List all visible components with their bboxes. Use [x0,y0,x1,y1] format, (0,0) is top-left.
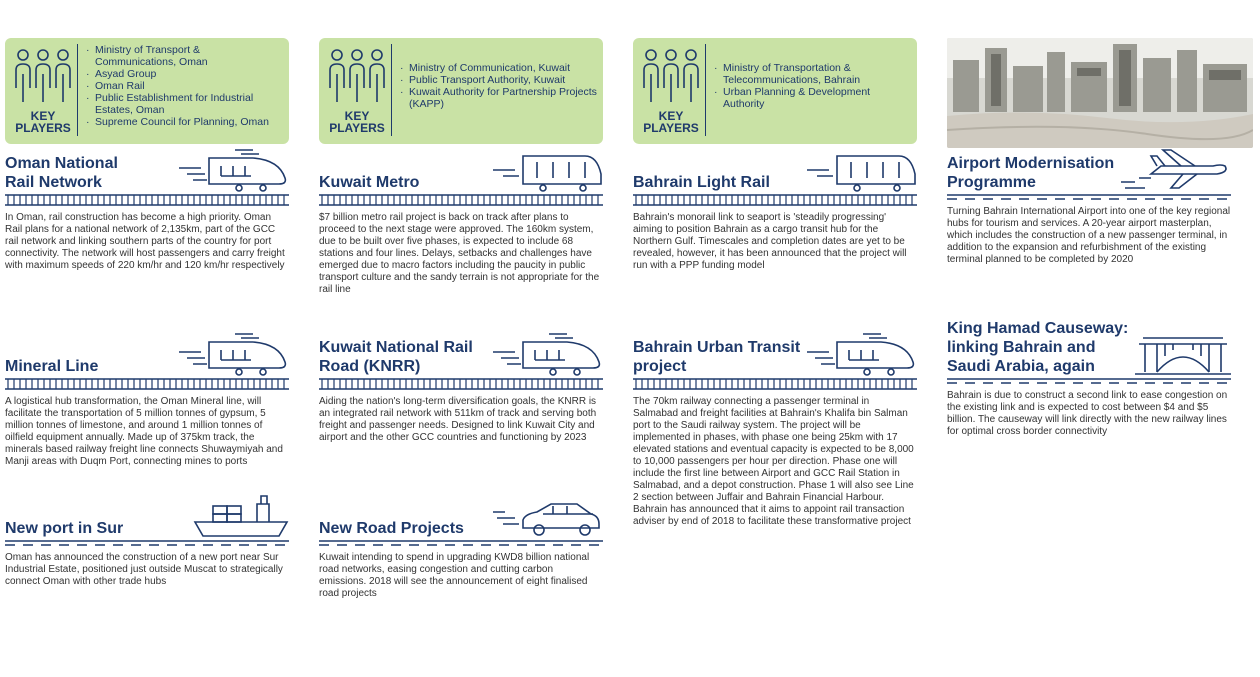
section-title: Bahrain Light Rail [633,174,770,191]
rail-track-icon [319,378,603,390]
road-line-icon [5,540,289,546]
road-line-icon [319,540,603,546]
rail-track-icon [5,194,289,206]
oman-rail-section [5,152,289,272]
bahrain-infrastructure-column [947,38,1253,437]
kuwait-key-players-box [319,38,603,144]
car-icon [493,498,603,538]
rail-track-icon [5,378,289,390]
rail-track-icon [319,194,603,206]
section-text: Aiding the nation's long-term diversification goals, the KNRR is an integrated rail network with 511km of track and serving both freight and passenger needs. Designed to link Kuwait City and airport and the other GCC countries and functioning by 2023 [319,396,597,443]
kuwait-column [319,38,603,599]
road-line-icon [947,378,1231,384]
bahrain-players-list [713,62,911,110]
list-item: · Public Transport Authority, Kuwait [399,74,597,86]
kuwait-players-list [399,62,597,110]
section-text: The 70km railway connecting a passenger terminal in Salmabad and freight facilities at Bahrain's Khalifa bin Salman port to the Saudi railway system. The project will be implemented in phases, with phase one being 25km with 17 elevated stations and eventual capacity is expected to be 8,000 to 10,000 passengers per hour per direction. Phase one will include the first line between Airport and GCC Rail Station in Salmabad, and a depot construction. Phase 1 will also see Line 2 section between Juffair and Bahrain Financial Harbour. Bahrain has announced that it aims to appoint rail transaction adviser by end of 2018 to facilitate these transformative project [633,396,914,527]
metro-train-icon [807,148,917,192]
people-icon [13,48,73,104]
list-item: · Public Establishment for Industrial Estates, Oman [85,92,283,116]
airport-section [947,152,1231,266]
key-players-label: KEY PLAYERS [329,109,385,135]
section-text: Bahrain's monorail link to seaport is 'steadily progressing' aiming to position Bahrain as a cargo transit hub for the Northern Gulf. Timescales and completion dates are yet to be revealed, however, it has been announced that the project will run with a PPP funding model [633,212,907,271]
ship-icon [189,494,289,538]
section-title: Oman National Rail Network [5,155,118,191]
section-text: Turning Bahrain International Airport into one of the key regional hubs for tourism and services. A 20-year airport masterplan, which includes the construction of a new passenger terminal, in addition to the expansion and refurbishment of the existing terminal planned to be completed by 2020 [947,206,1231,265]
train-icon [179,148,289,192]
list-item: · Ministry of Transport & Communications, Oman [85,44,283,68]
oman-players-list [85,44,283,128]
causeway-section [947,320,1231,438]
section-title: New port in Sur [5,520,124,537]
list-item: · Asyad Group [85,68,283,80]
section-title: Mineral Line [5,358,99,375]
section-text: A logistical hub transformation, the Oman Mineral line, will facilitate the transportation of 5 million tonnes of gypsum, 5 million tonnes of limestone, and around 1 million tonnes of oilfield equipment annually. Made up of 375km track, the minerals based railway freight line connects Shuwaymiyah and Manji areas with Duqm Port, connecting mines to ports [5,396,283,467]
section-title: New Road Projects [319,520,464,537]
people-icon [327,48,387,104]
kuwait-road-section [319,498,603,600]
section-text: Kuwait intending to spend in upgrading KWD8 billion national road networks, easing congestion and cutting carbon emissions. 2018 will see the announcement of eight finalised road projects [319,552,590,599]
people-icon [641,48,701,104]
oman-port-section [5,498,289,588]
oman-mineral-section [5,336,289,468]
section-text: $7 billion metro rail project is back on track after plans to proceed to the next stage were approved. The 160km system, due to be built over five phases, is expected to include 68 stations and four lines. Delays, setbacks and challenges have emerged due to macro factors including the paucity in public transport culture and the sandy terrain is not appropriate for the rail line [319,212,600,295]
key-players-label: KEY PLAYERS [643,109,699,135]
section-title: Bahrain Urban Transit project [633,339,801,375]
kuwait-knrr-section [319,336,603,444]
list-item: · Oman Rail [85,80,283,92]
train-icon [807,332,917,376]
bahrain-urban-transit-section [633,336,917,528]
list-item: · Kuwait Authority for Partnership Projects (KAPP) [399,86,597,110]
oman-key-players-box [5,38,289,144]
train-icon [179,332,289,376]
train-icon [493,332,603,376]
kuwait-metro-section [319,152,603,296]
section-title: Airport Modernisation Programme [947,155,1115,191]
bahrain-light-rail-section [633,152,917,272]
rail-track-icon [633,194,917,206]
section-text: Oman has announced the construction of a new port near Sur Industrial Estate, positioned just outside Muscat to strategically connect Oman with other trade hubs [5,552,283,587]
section-title: Kuwait Metro [319,174,420,191]
road-line-icon [947,194,1231,200]
section-text: In Oman, rail construction has become a high priority. Oman Rail plans for a national network of 2,135km, part of the GCC rail network and linking southern parts of the country for port connectivity. The network will host passengers and carry freight with maximum speeds of 220 km/hr and 120 km/hr respectively [5,212,285,271]
rail-track-icon [633,378,917,390]
section-title: Kuwait National Rail Road (KNRR) [319,339,473,375]
list-item: · Ministry of Transportation & Telecommunications, Bahrain [713,62,911,86]
bridge-icon [1135,332,1231,376]
bahrain-key-players-box [633,38,917,144]
metro-train-icon [493,148,603,192]
list-item: · Ministry of Communication, Kuwait [399,62,597,74]
oman-column [5,38,289,587]
list-item: · Urban Planning & Development Authority [713,86,911,110]
section-title: King Hamad Causeway: linking Bahrain and Saudi Arabia, again [947,320,1129,375]
city-skyline-photo [947,38,1253,148]
bahrain-column [633,38,917,527]
airplane-icon [1121,148,1231,192]
section-text: Bahrain is due to construct a second link to ease congestion on the existing link and is expected to cost between $4 and $5 billion. The causeway will link directly with the new railway lines for optimal cross border connectivity [947,390,1228,437]
list-item: · Supreme Council for Planning, Oman [85,116,283,128]
key-players-label: KEY PLAYERS [15,109,71,135]
